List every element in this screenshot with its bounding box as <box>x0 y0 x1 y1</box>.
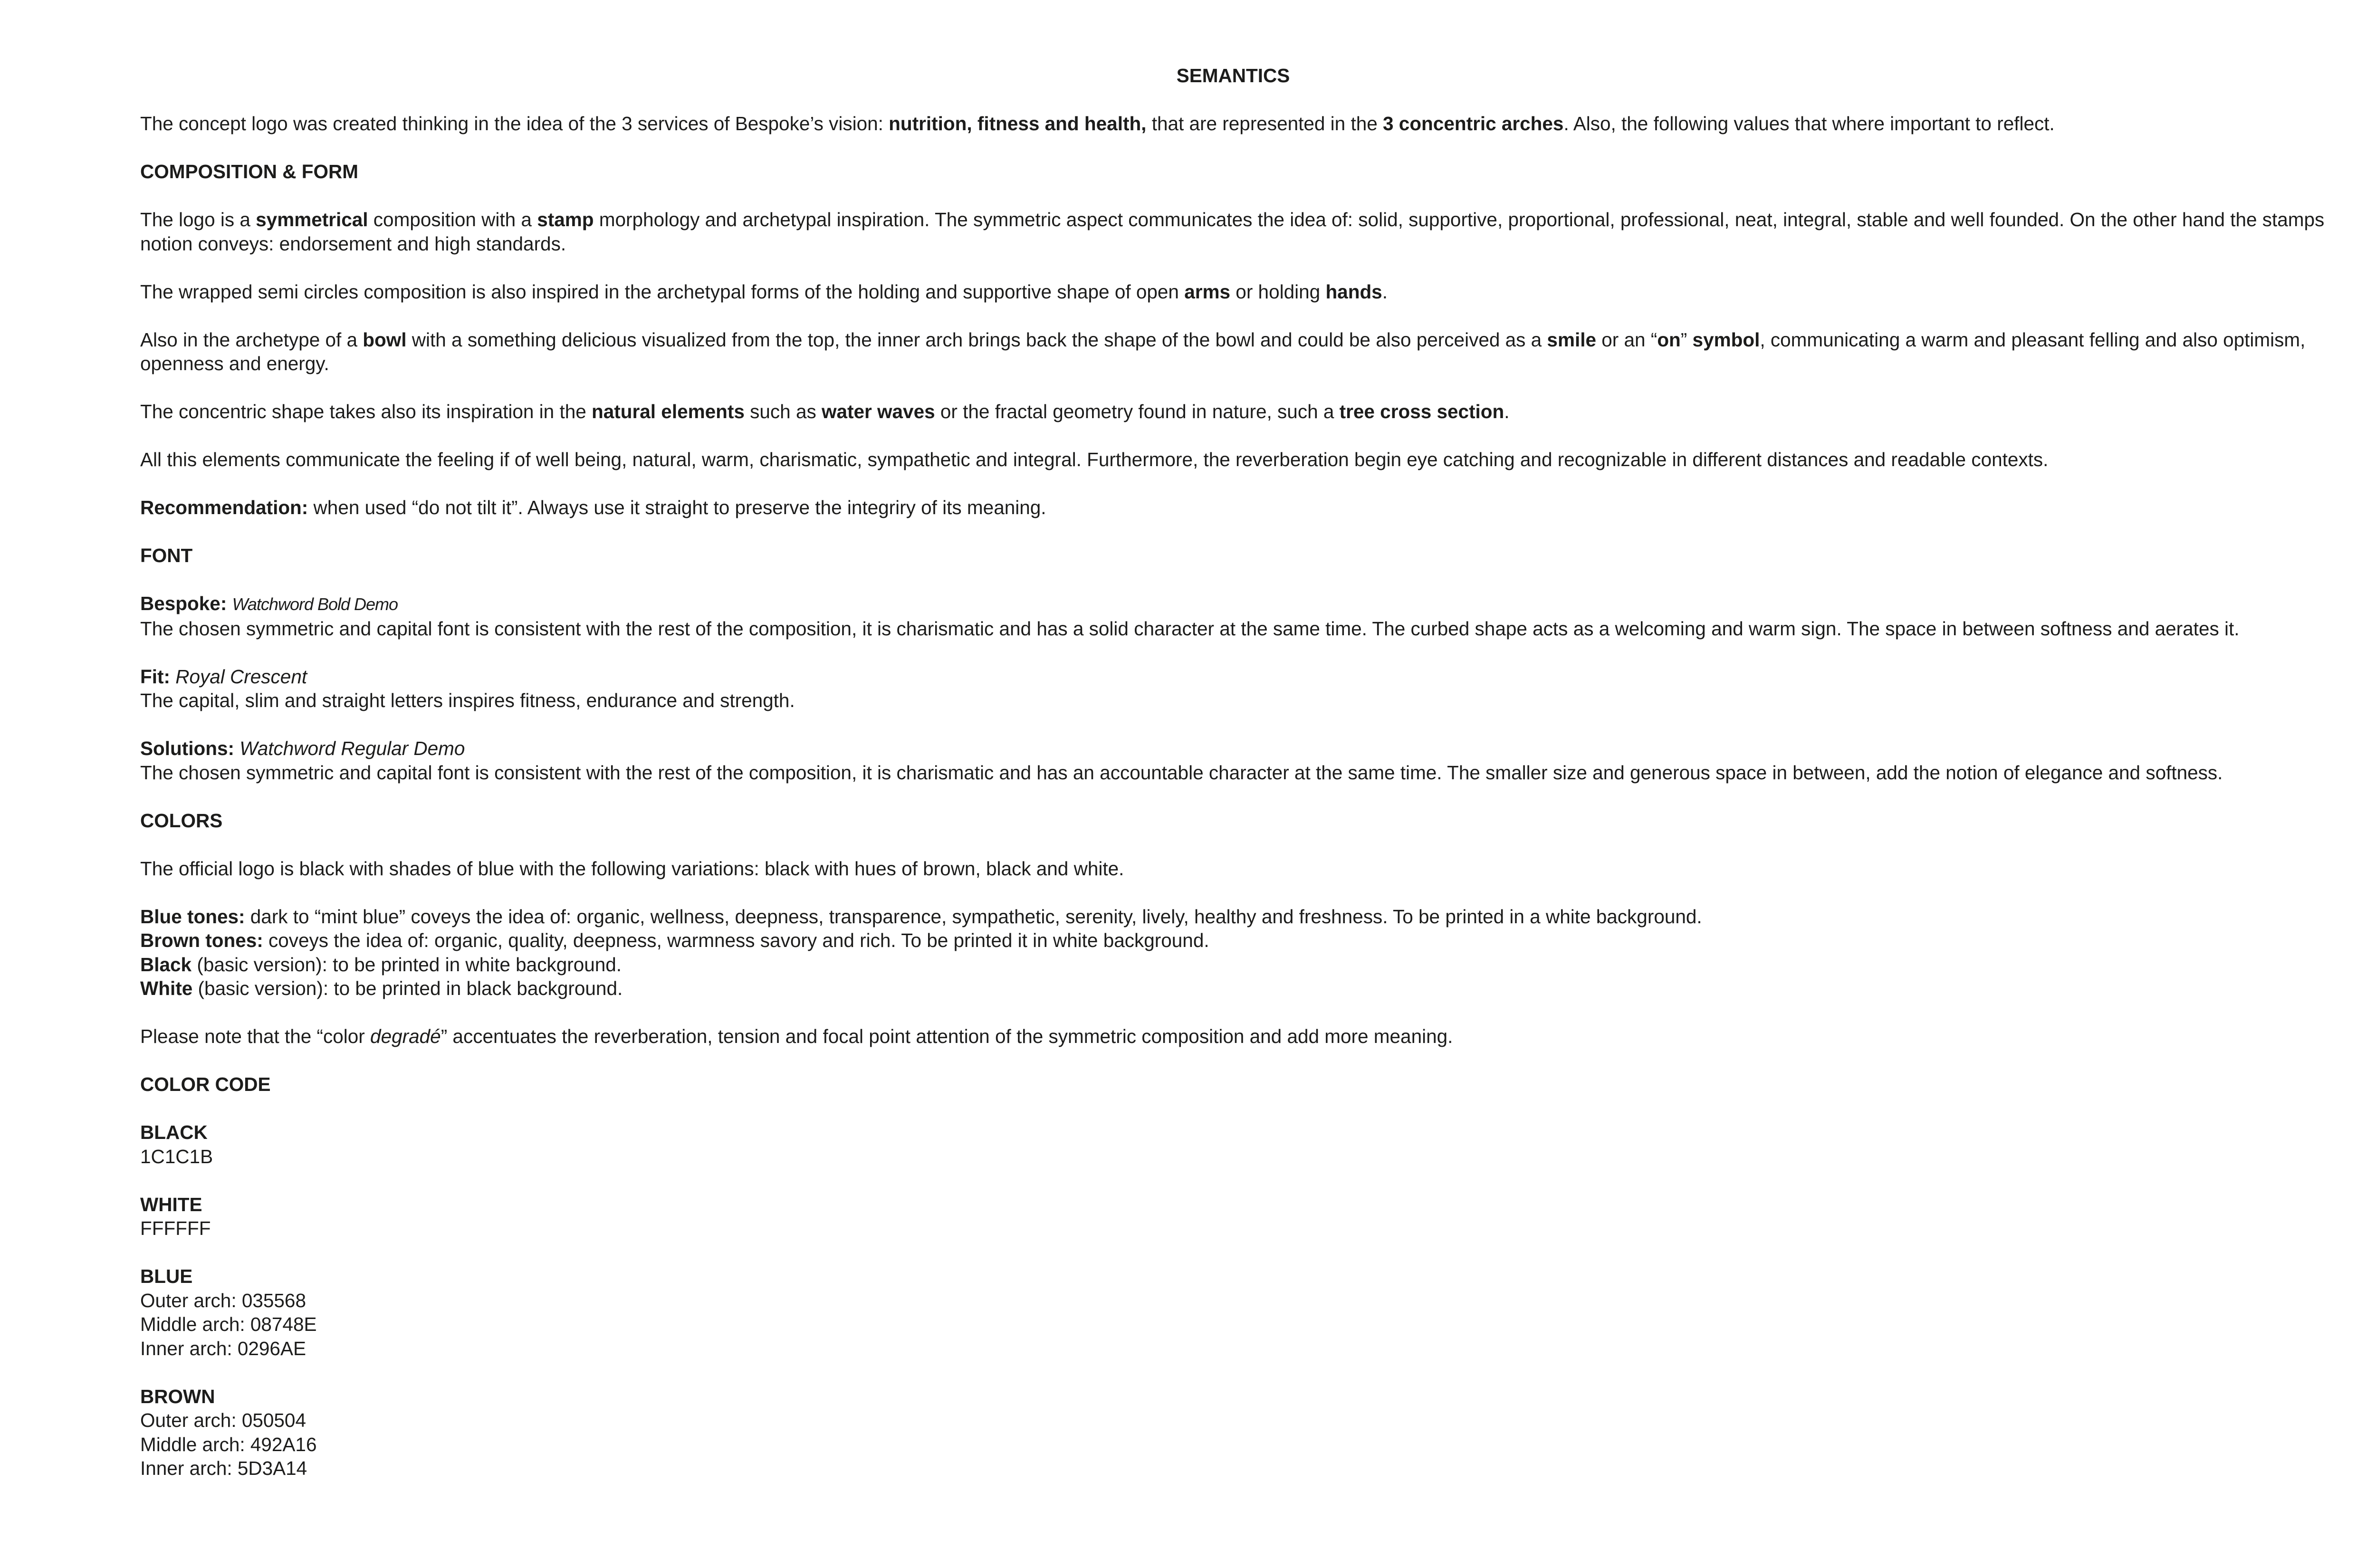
font-bespoke-entry: Bespoke: Watchword Bold Demo The chosen symmetric and capital font is consistent with the rest of the composition, it is charismatic and has a solid character at the same time. The curbed shape acts as a welcoming and warm sign. The space in between softness and aerates it. <box>140 593 2240 640</box>
font-heading: FONT <box>140 545 193 566</box>
composition-paragraph-1: The logo is a symmetrical composition with a stamp morphology and archetypal inspiration. The symmetric aspect communicates the idea of: solid, supportive, proportional, professional, neat, integral, stable and well founded. On the other hand the stamps notion conveys: endorsement and high standards. <box>140 209 2325 255</box>
color-tones-list: Blue tones: dark to “mint blue” coveys the idea of: organic, wellness, deepness, transparence, sympathetic, serenity, lively, healthy and freshness. To be printed in a white background. Brown tones: coveys the idea of: organic, quality, deepness, warmness savory and rich. To be printed it in white background. Black (basic version): to be printed in white background. White (basic version): to be printed in black background. <box>140 905 1702 999</box>
colors-heading: COLORS <box>140 809 223 832</box>
composition-paragraph-2: The wrapped semi circles composition is also inspired in the archetypal forms of the holding and supportive shape of open arms or holding hands. <box>140 280 1388 303</box>
composition-paragraph-4: The concentric shape takes also its inspiration in the natural elements such as water waves or the fractal geometry found in nature, such a tree cross section. <box>140 401 1510 422</box>
intro-paragraph: The concept logo was created thinking in the idea of the 3 services of Bespoke’s vision: nutrition, fitness and health, that are represented in the 3 concentric arches. Also, the following values that where important to reflect. <box>140 113 2055 134</box>
document-body <box>140 64 2326 1504</box>
color-code-white: WHITE FFFFFF <box>140 1193 211 1239</box>
font-solutions-entry: Solutions: Watchword Regular Demo The chosen symmetric and capital font is consistent with the rest of the composition, it is charismatic and has an accountable character at the same time. The smaller size and generous space in between, add the notion of elegance and softness. <box>140 737 2223 784</box>
colors-paragraph: The official logo is black with shades of blue with the following variations: black with hues of brown, black and white. <box>140 857 1124 880</box>
recommendation-paragraph: Recommendation: when used “do not tilt it”. Always use it straight to preserve the integriry of its meaning. <box>140 497 1046 518</box>
color-code-heading: COLOR CODE <box>140 1073 271 1095</box>
font-fit-entry: Fit: Royal Crescent The capital, slim and straight letters inspires fitness, endurance and strength. <box>140 665 795 711</box>
degrade-note: Please note that the “color degradé” accentuates the reverberation, tension and focal point attention of the symmetric composition and add more meaning. <box>140 1025 1453 1047</box>
composition-heading: COMPOSITION & FORM <box>140 161 358 182</box>
color-code-blue: BLUE Outer arch: 035568 Middle arch: 08748E Inner arch: 0296AE <box>140 1265 317 1359</box>
color-code-black: BLACK 1C1C1B <box>140 1121 213 1167</box>
color-code-brown: BROWN Outer arch: 050504 Middle arch: 492A16 Inner arch: 5D3A14 <box>140 1385 317 1479</box>
composition-paragraph-3: Also in the archetype of a bowl with a something delicious visualized from the top, the inner arch brings back the shape of the bowl and could be also perceived as a smile or an “on” symbol, communicating a warm and pleasant felling and also optimism, openness and energy. <box>140 328 2306 374</box>
composition-paragraph-5: All this elements communicate the feeling if of well being, natural, warm, charismatic, sympathetic and integral. Furthermore, the reverberation begin eye catching and recognizable in different distances and readable contexts. <box>140 449 2049 470</box>
page-title: SEMANTICS <box>1176 65 1290 86</box>
